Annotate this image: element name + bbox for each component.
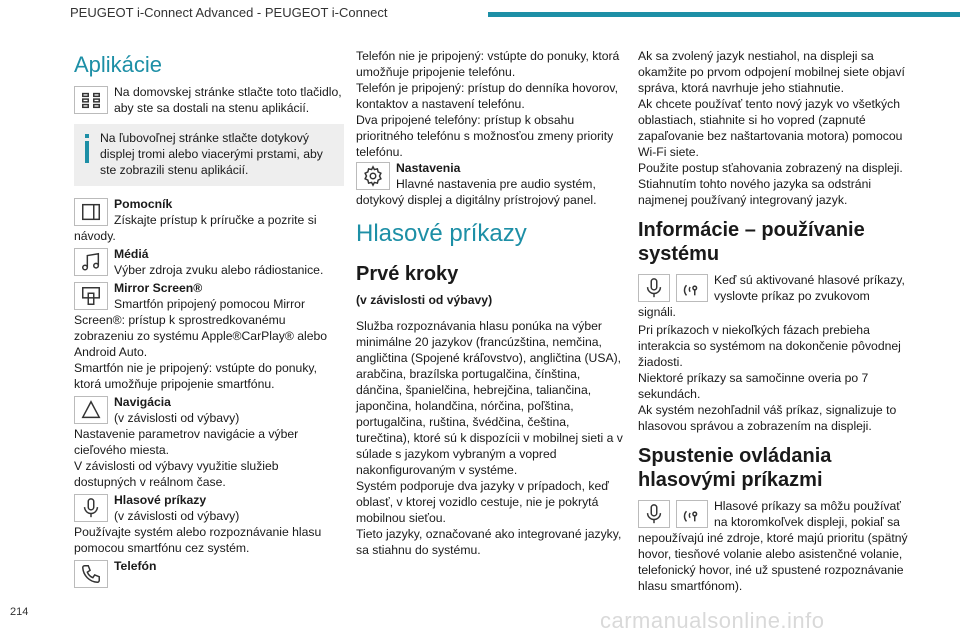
voice-body-text-1: Služba rozpoznávania hlasu ponúka na výber minimálne 20 jazykov (francúzština, nemčina, angličtina (Spojené kráľovstvo), angličtina (USA), arabčina, brazílska portugalčina, čínština, dánčina, španielčina, hebrejčina, taliančina, japončina, holandčina, nórčina, poľština, portugalčina, ruština, švédčina, čeština, turečtina), ktoré sú k dispozícii v mobilnej sieti a v súlade s jazykom vybraným a vopred nakonfigurovaným v systéme. (356, 319, 623, 477)
helper-entry (74, 196, 344, 244)
navigation-sub: (v závislosti od výbavy) (114, 411, 240, 425)
navigation-arrow-icon (74, 396, 108, 424)
music-note-icon (74, 248, 108, 276)
navigation-entry (74, 394, 344, 490)
info-text-2: Pri príkazoch v niekoľkých fázach prebieha interakcia so systémom na dokončenie pôvodnej žiadosti. (638, 323, 901, 369)
helper-title: Pomocník (114, 197, 173, 211)
apps-grid-icon (74, 86, 108, 114)
column-3 (638, 48, 908, 596)
language-text-2: Ak chcete používať tento nový jazyk vo všetkých oblastiach, stiahnite si ho vopred (zapnuté zapaľovanie bez naštartovania motora) pomocou Wi-Fi siete. (638, 97, 903, 159)
section-heading-apps: Aplikácie (74, 52, 163, 77)
voice-entry (74, 492, 344, 556)
phone-entry (74, 558, 344, 588)
voice-title: Hlasové príkazy (114, 493, 207, 507)
running-header: PEUGEOT i-Connect Advanced - PEUGEOT i-Connect (70, 5, 388, 20)
start-text: Hlasové príkazy sa môžu používať na ktoromkoľvek displeji, pokiaľ sa nepoužívajú iné zdroje, ktoré majú prioritu (spätný hovor, tiesňové volanie alebo asistenčné volanie, telefonický hovor, iné už spustené rozpoznávanie hlasu smartfónom). (638, 499, 908, 593)
page-number: 214 (10, 606, 29, 618)
voice-text: Používajte systém alebo rozpoznávanie hlasu pomocou smartfónu cez systém. (74, 525, 322, 555)
book-icon (74, 198, 108, 226)
voice-wave-icon (676, 274, 708, 302)
subheading-first-steps: Prvé kroky (356, 263, 459, 285)
microphone-icon (638, 500, 670, 528)
language-text-3: Použite postup sťahovania zobrazený na displeji. (638, 161, 903, 175)
info-note-text: Na ľubovoľnej stránke stlačte dotykový displej tromi alebo viacerými prstami, aby ste zobrazili stenu aplikácií. (100, 131, 323, 177)
settings-entry (356, 160, 626, 208)
settings-text: Hlavné nastavenia pre audio systém, dotykový displej a digitálny prístrojový panel. (356, 177, 597, 207)
media-text: Výber zdroja zvuku alebo rádiostanice. (114, 263, 324, 277)
media-title: Médiá (114, 247, 149, 261)
section-heading-voice: Hlasové príkazy (356, 220, 527, 247)
voice-sub: (v závislosti od výbavy) (114, 509, 240, 523)
subheading-start: Spustenie ovládania hlasovými príkazmi (638, 445, 832, 491)
watermark: carmanualsonline.info (600, 608, 825, 633)
apps-text: Na domovskej stránke stlačte toto tlačidlo, aby ste sa dostali na stenu aplikácií. (114, 85, 342, 115)
info-text-3: Niektoré príkazy sa samočinne overia po 7 sekundách. (638, 371, 869, 401)
voice-body-text-2: Systém podporuje dva jazyky v prípadoch, keď oblasť, v ktorej vozidlo cestuje, nie je pokrytá mobilnou sieťou. (356, 479, 609, 525)
info-entry (638, 272, 908, 320)
header-accent-bar (488, 12, 960, 17)
info-icon (82, 132, 92, 166)
mirror-title: Mirror Screen® (114, 281, 203, 295)
microphone-icon (74, 494, 108, 522)
column-2 (356, 48, 626, 558)
start-entry (638, 498, 908, 594)
mirror-text-2: Smartfón nie je pripojený: vstúpte do ponuky, ktorá umožňuje pripojenie smartfónu. (74, 361, 317, 391)
language-text-4: Stiahnutím tohto nového jazyka sa odstráni najmenej používaný integrovaný jazyk. (638, 177, 872, 207)
language-text-1: Ak sa zvolený jazyk nestiahol, na displeji sa okamžite po prvom odpojení mobilnej siete objaví správa, ktorá navrhuje jeho stiahnutie. (638, 49, 905, 95)
mirror-text-1: Smartfón pripojený pomocou Mirror Screen®: prístup k sprostredkovanému zobrazeniu zo systému Apple®CarPlay® alebo Android Auto. (74, 297, 328, 359)
phone-text-2: Telefón je pripojený: prístup do denníka hovorov, kontaktov a nastavení telefónu. (356, 81, 618, 111)
phone-text-3: Dva pripojené telefóny: prístup k obsahu prioritného telefónu s možnosťou zmeny priority telefónu. (356, 113, 614, 159)
navigation-text-1: Nastavenie parametrov navigácie a výber cieľového miesta. (74, 427, 299, 457)
gear-icon (356, 162, 390, 190)
subheading-info: Informácie – používanie systému (638, 219, 865, 265)
voice-body-text-3: Tieto jazyky, označované ako integrované jazyky, sa stiahnu do systému. (356, 527, 622, 557)
phone-title: Telefón (114, 559, 157, 573)
first-steps-availability: (v závislosti od výbavy) (356, 293, 493, 307)
phone-icon (74, 560, 108, 588)
info-note (74, 124, 344, 186)
info-text-4: Ak systém nezohľadnil váš príkaz, signalizuje to hlasovou správou a zobrazením na displeji. (638, 403, 897, 433)
mirror-screen-icon (74, 282, 108, 310)
column-1 (74, 48, 344, 590)
navigation-title: Navigácia (114, 395, 171, 409)
navigation-text-2: V závislosti od výbavy využitie služieb dostupných v reálnom čase. (74, 459, 279, 489)
voice-wave-icon (676, 500, 708, 528)
phone-text-1: Telefón nie je pripojený: vstúpte do ponuky, ktorá umožňuje pripojenie telefónu. (356, 49, 620, 79)
settings-title: Nastavenia (396, 161, 461, 175)
apps-entry (74, 84, 344, 116)
info-text-1: Keď sú aktivované hlasové príkazy, vyslovte príkaz po zvukovom signáli. (638, 273, 905, 319)
helper-text: Získajte prístup k príručke a pozrite si návody. (74, 213, 317, 243)
microphone-icon (638, 274, 670, 302)
media-entry (74, 246, 344, 278)
mirror-entry (74, 280, 344, 392)
